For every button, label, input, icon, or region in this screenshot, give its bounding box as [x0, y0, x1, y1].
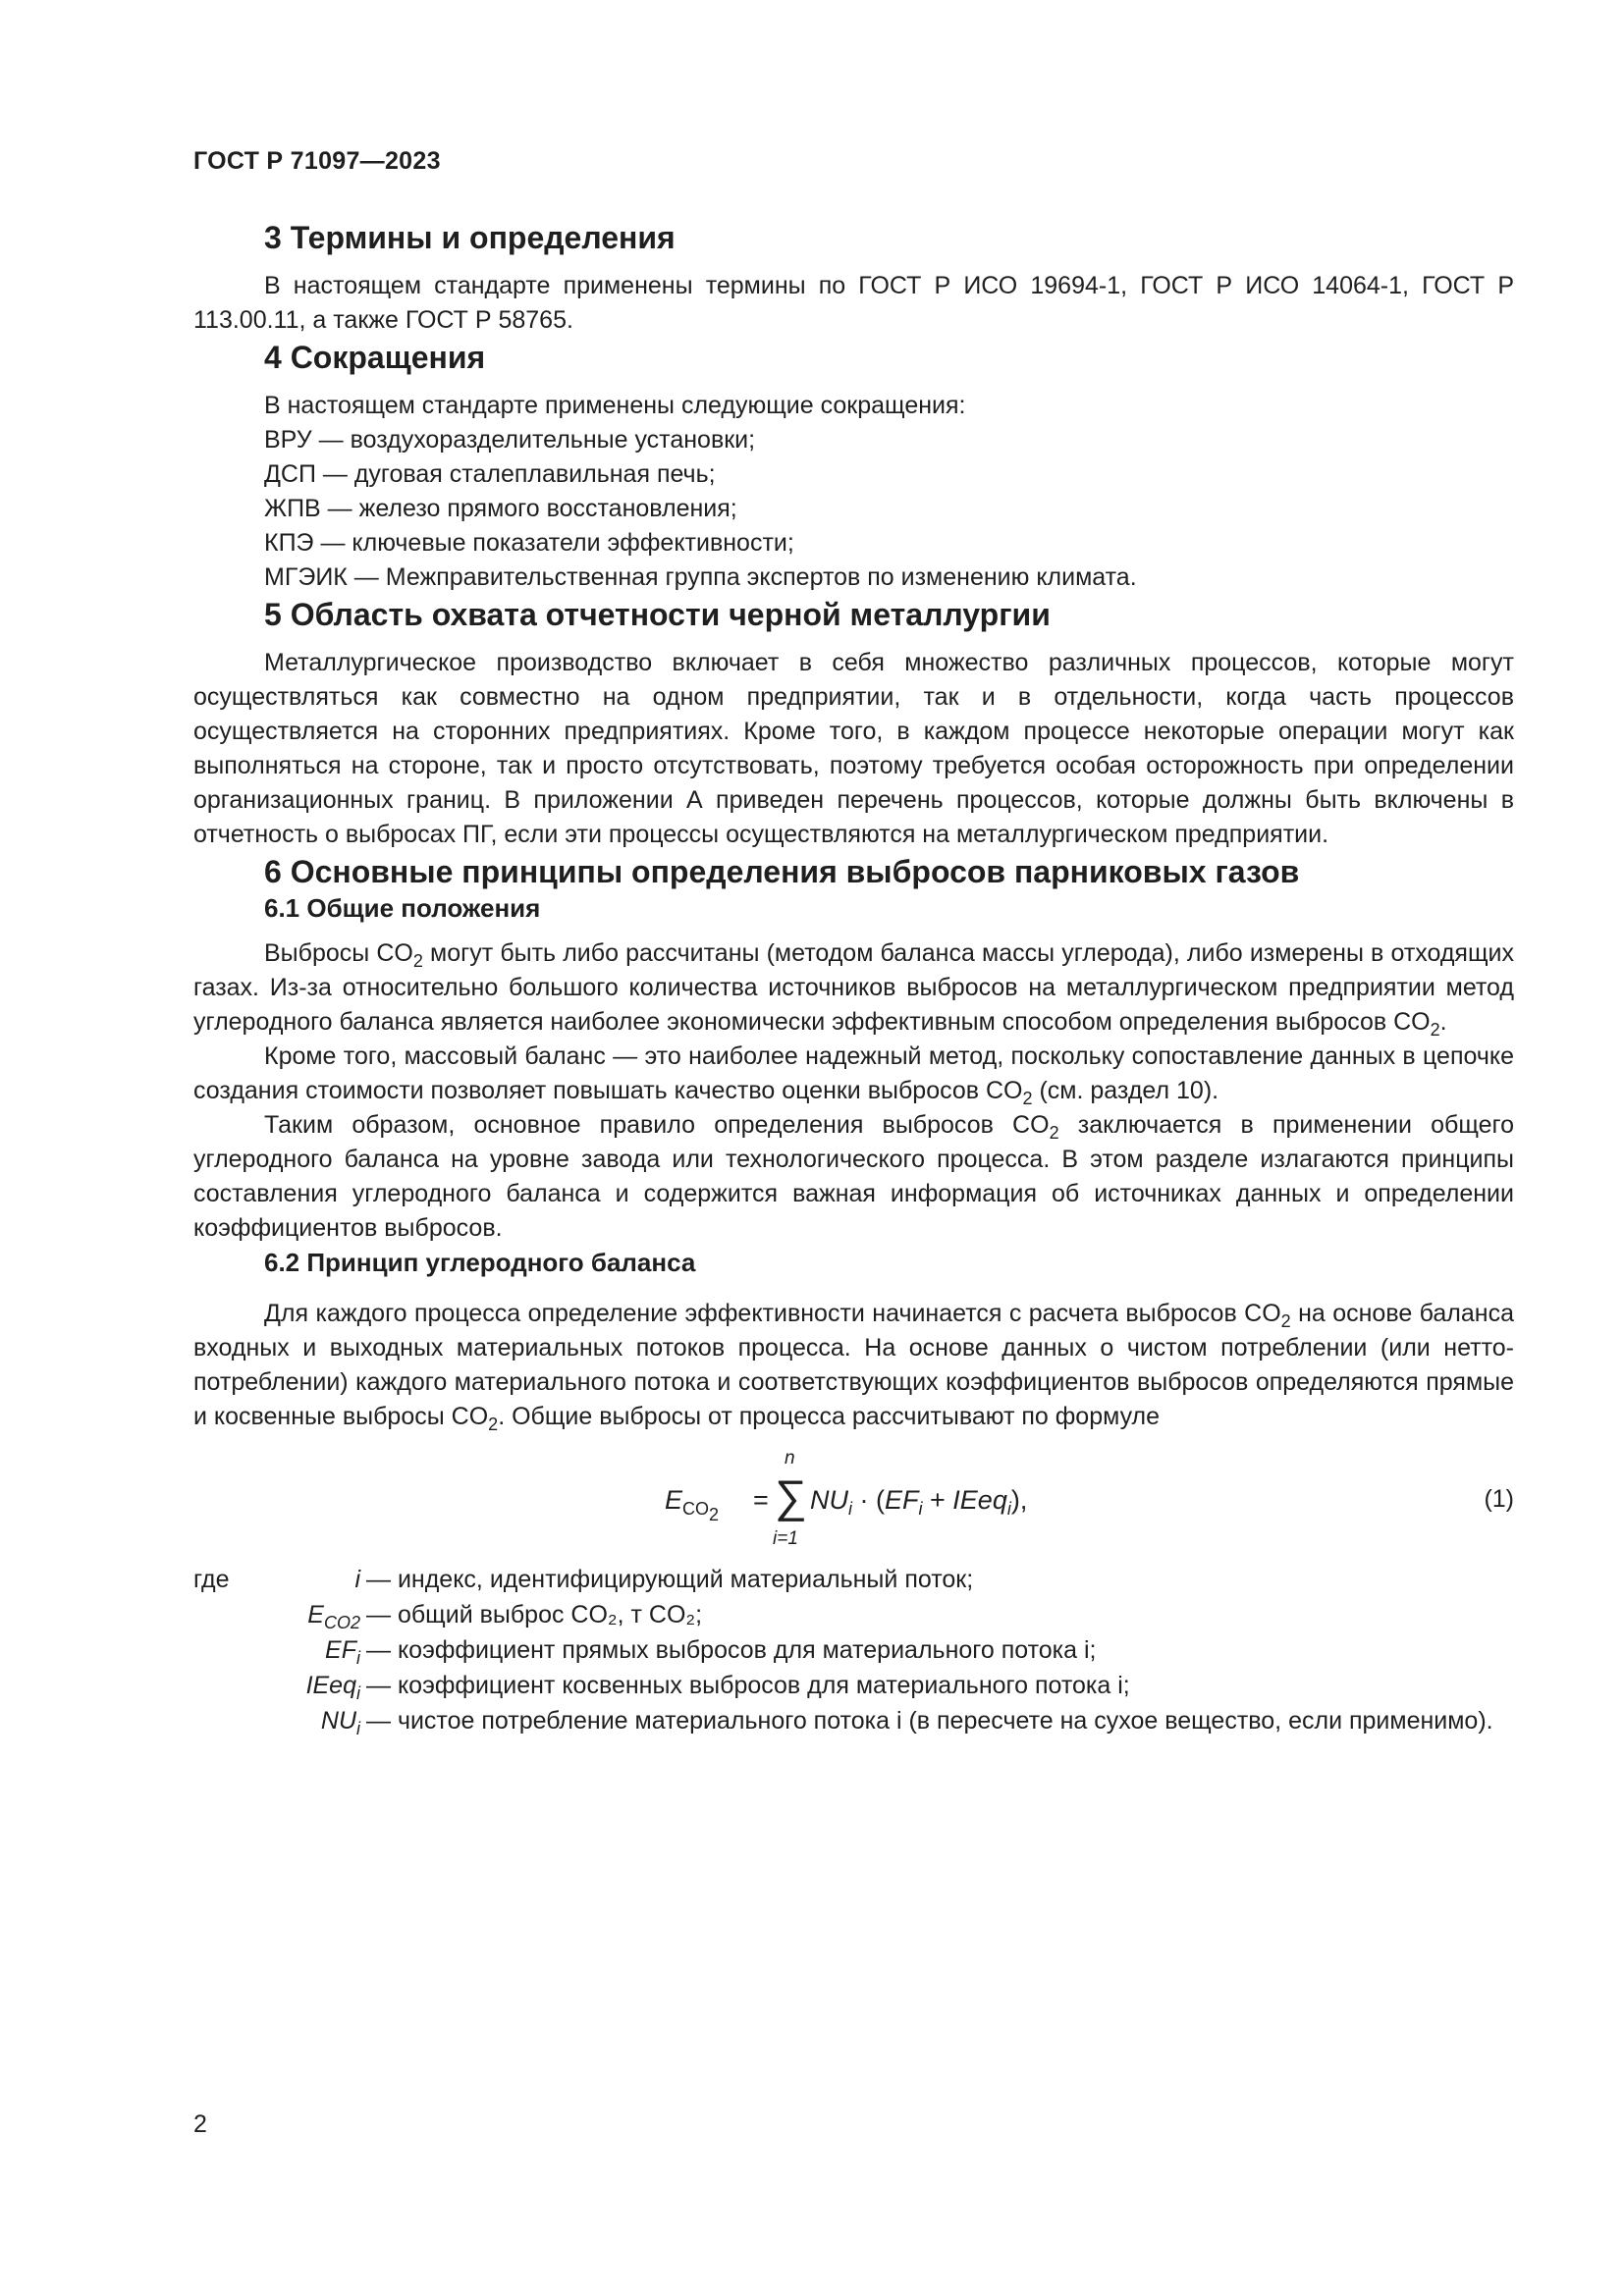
sum-sign: ∑ — [775, 1470, 807, 1522]
formula-number: (1) — [1484, 1485, 1514, 1513]
section-6-1-paragraph-3: Таким образом, основное правило определения выбросов $CO_2$ заключается в применении общего углеродного баланса на уровне завода или технологического процесса. В этом разделе излагаются принципы составления углеродного баланса и содержится важная информация об источниках данных и определении коэффициентов выбросов. — [193, 1111, 1514, 1242]
abbreviation-item: ЖПВ — железо прямого восстановления; — [264, 495, 737, 522]
formula-equals: = — [753, 1485, 769, 1515]
formula-row — [193, 1444, 1514, 1552]
section-6-title: 6 Основные принципы определения выбросов парниковых газов — [264, 854, 1300, 889]
definition-text: — общий выброс CO₂, т CO₂; — [366, 1601, 703, 1629]
sum-upper-limit: n — [785, 1448, 795, 1468]
section-6-2-title: 6.2 Принцип углеродного баланса — [264, 1248, 696, 1277]
abbreviation-item: КПЭ — ключевые показатели эффективности; — [264, 529, 794, 557]
definition-row — [193, 1632, 1514, 1668]
document-code: ГОСТ Р 71097—2023 — [193, 147, 441, 175]
abbreviation-item: ДСП — дуговая сталеплавильная печь; — [264, 460, 716, 488]
definition-text: — чистое потребление материального потока i (в пересчете на сухое вещество, если применимо). — [366, 1707, 1493, 1735]
definition-text: — коэффициент косвенных выбросов для материального потока i; — [366, 1672, 1130, 1699]
definition-symbol: $E_{CO2}$ — [307, 1601, 360, 1632]
section-6-1-paragraph-1: Выбросы $CO_2$ могут быть либо рассчитаны (методом баланса массы углерода), либо измерены в отходящих газах. Из-за относительно большого количества источников выбросов на металлургическом предприятии метод углеродного баланса является наиболее экономически эффективным способом определения выбросов $CO_2$. — [193, 939, 1514, 1040]
definition-row — [193, 1562, 1514, 1597]
abbreviation-list — [193, 389, 1514, 595]
definition-row — [193, 1597, 1514, 1632]
definition-text: — индекс, идентифицирующий материальный поток; — [366, 1566, 974, 1593]
definition-symbol: IEeq$_i$ — [305, 1672, 360, 1703]
definition-symbol: i — [354, 1566, 360, 1593]
sum-lower-limit: i=1 — [773, 1528, 798, 1549]
definition-text: — коэффициент прямых выбросов для материального потока i; — [366, 1636, 1097, 1664]
definition-symbol: $NU_i$ — [320, 1707, 360, 1738]
definition-row — [193, 1703, 1514, 1738]
page-content — [193, 218, 1514, 1738]
where-label: где — [193, 1566, 230, 1593]
section-3-title: 3 Термины и определения — [264, 220, 676, 255]
abbreviation-intro: В настоящем стандарте применены следующие сокращения: — [264, 392, 966, 419]
abbreviation-item: МГЭИК — Межправительственная группа экспертов по изменению климата. — [264, 563, 1137, 591]
formula-lhs: $E_{CO_2}$ — [665, 1485, 720, 1524]
section-5-title: 5 Область охвата отчетности черной металлургии — [264, 597, 1051, 632]
section-6-1-title: 6.1 Общие положения — [264, 893, 541, 923]
section-4-title: 4 Сокращения — [264, 340, 486, 375]
definition-symbol: $EF_i$ — [325, 1636, 360, 1668]
page-number: 2 — [193, 2110, 207, 2138]
section-5-text: Металлургическое производство включает в себя множество различных процессов, которые могут осуществляться как совместно на одном предприятии, так и в отдельности, когда часть процессов осуществляется на сторонних предприятиях. Кроме того, в каждом процессе некоторые операции могут как выполняться на стороне, так и просто отсутствовать, поэтому требуется особая осторожность при определении организационных границ. В приложении А приведен перечень процессов, которые должны быть включены в отчетность о выбросах ПГ, если эти процессы осуществляются на металлургическом предприятии. — [193, 649, 1514, 848]
formula-definitions — [193, 1562, 1514, 1738]
formula-rhs: $NU_i \cdot (EF_i$ + IEeq$_i$), — [810, 1485, 1028, 1519]
abbreviation-item: ВРУ — воздухоразделительные установки; — [264, 426, 756, 454]
section-6-1-paragraph-2: Кроме того, массовый баланс — это наиболее надежный метод, поскольку сопоставление данных в цепочке создания стоимости позволяет повышать качество оценки выбросов $CO_2$ (см. раздел 10). — [193, 1042, 1514, 1108]
definition-row — [193, 1668, 1514, 1703]
section-3-text: В настоящем стандарте применены термины по ГОСТ Р ИСО 19694-1, ГОСТ Р ИСО 14064-1, ГОСТ Р 113.00.11, а также ГОСТ Р 58765. — [193, 272, 1514, 334]
section-6-2-paragraph-1: Для каждого процесса определение эффективности начинается с расчета выбросов $CO_2$ на основе баланса входных и выходных материальных потоков процесса. На основе данных о чистом потреблении (или нетто-потреблении) каждого материального потока и соответствующих коэффициентов выбросов определяются прямые и косвенные выбросы $CO_2$. Общие выбросы от процесса рассчитывают по формуле — [193, 1300, 1514, 1434]
